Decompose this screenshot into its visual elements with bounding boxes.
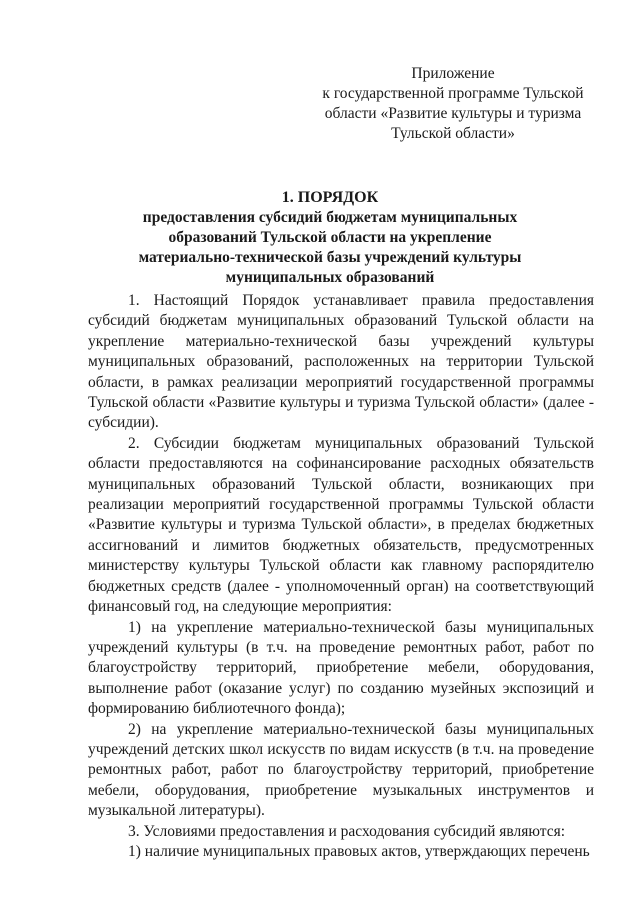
title-line-1: предоставления субсидий бюджетам муниципальных [142,209,518,226]
appendix-line-3: области «Развитие культуры и туризма [324,105,582,122]
paragraph-2: 2. Субсидии бюджетам муниципальных образований Тульской области предоставляются на софинансирование расходных обязательств муниципальных образований Тульской области, возникающих при реализации мероприятий государственной программы Тульской области «Развитие культуры и туризма Тульской области», в пределах бюджетных ассигнований и лимитов бюджетных обязательств, предусмотренных министерству культуры Тульской области как главному распорядителю бюджетных средств (далее - уполномоченный орган) на соответствующий финансовый год, на следующие мероприятия: [88,434,594,616]
document-title [80,188,580,288]
paragraph-3: 3. Условиями предоставления и расходования субсидий являются: [128,822,566,840]
appendix-line-2: к государственной программе Тульской [322,85,584,102]
title-line-2: образований Тульской области на укрепление [168,229,492,246]
paragraph-2-item-1: 1) на укрепление материально-технической базы муниципальных учреждений культуры (в т.ч. на проведение ремонтных работ, работ по благоустройству территорий, приобретение мебели, оборудования, выполнение работ (оказание услуг) по созданию музейных экспозиций и формированию библиотечного фонда); [88,618,594,718]
appendix-line-1: Приложение [411,65,495,82]
document-body [88,291,594,862]
title-line-4: муниципальных образований [225,269,435,286]
paragraph-3-item-1: 1) наличие муниципальных правовых актов, утверждающих перечень [128,842,590,860]
paragraph-2-item-2: 2) на укрепление материально-технической базы муниципальных учреждений детских школ искусств по видам искусств (в т.ч. на проведение ремонтных работ, работ по благоустройству территорий, приобретение мебели, оборудования, приобретение музыкальных инструментов и музыкальной литературы). [88,720,594,820]
appendix-line-4: Тульской области» [391,125,515,142]
title-heading: 1. ПОРЯДОК [281,189,379,206]
title-line-3: материально-технической базы учреждений культуры [138,249,522,266]
appendix-note [308,64,598,144]
paragraph-1: 1. Настоящий Порядок устанавливает правила предоставления субсидий бюджетам муниципальных образований Тульской области на укрепление материально-технической базы учреждений культуры муниципальных образований, расположенных на территории Тульской области, в рамках реализации мероприятий государственной программы Тульской области «Развитие культуры и туризма Тульской области» (далее - субсидии). [88,292,594,432]
